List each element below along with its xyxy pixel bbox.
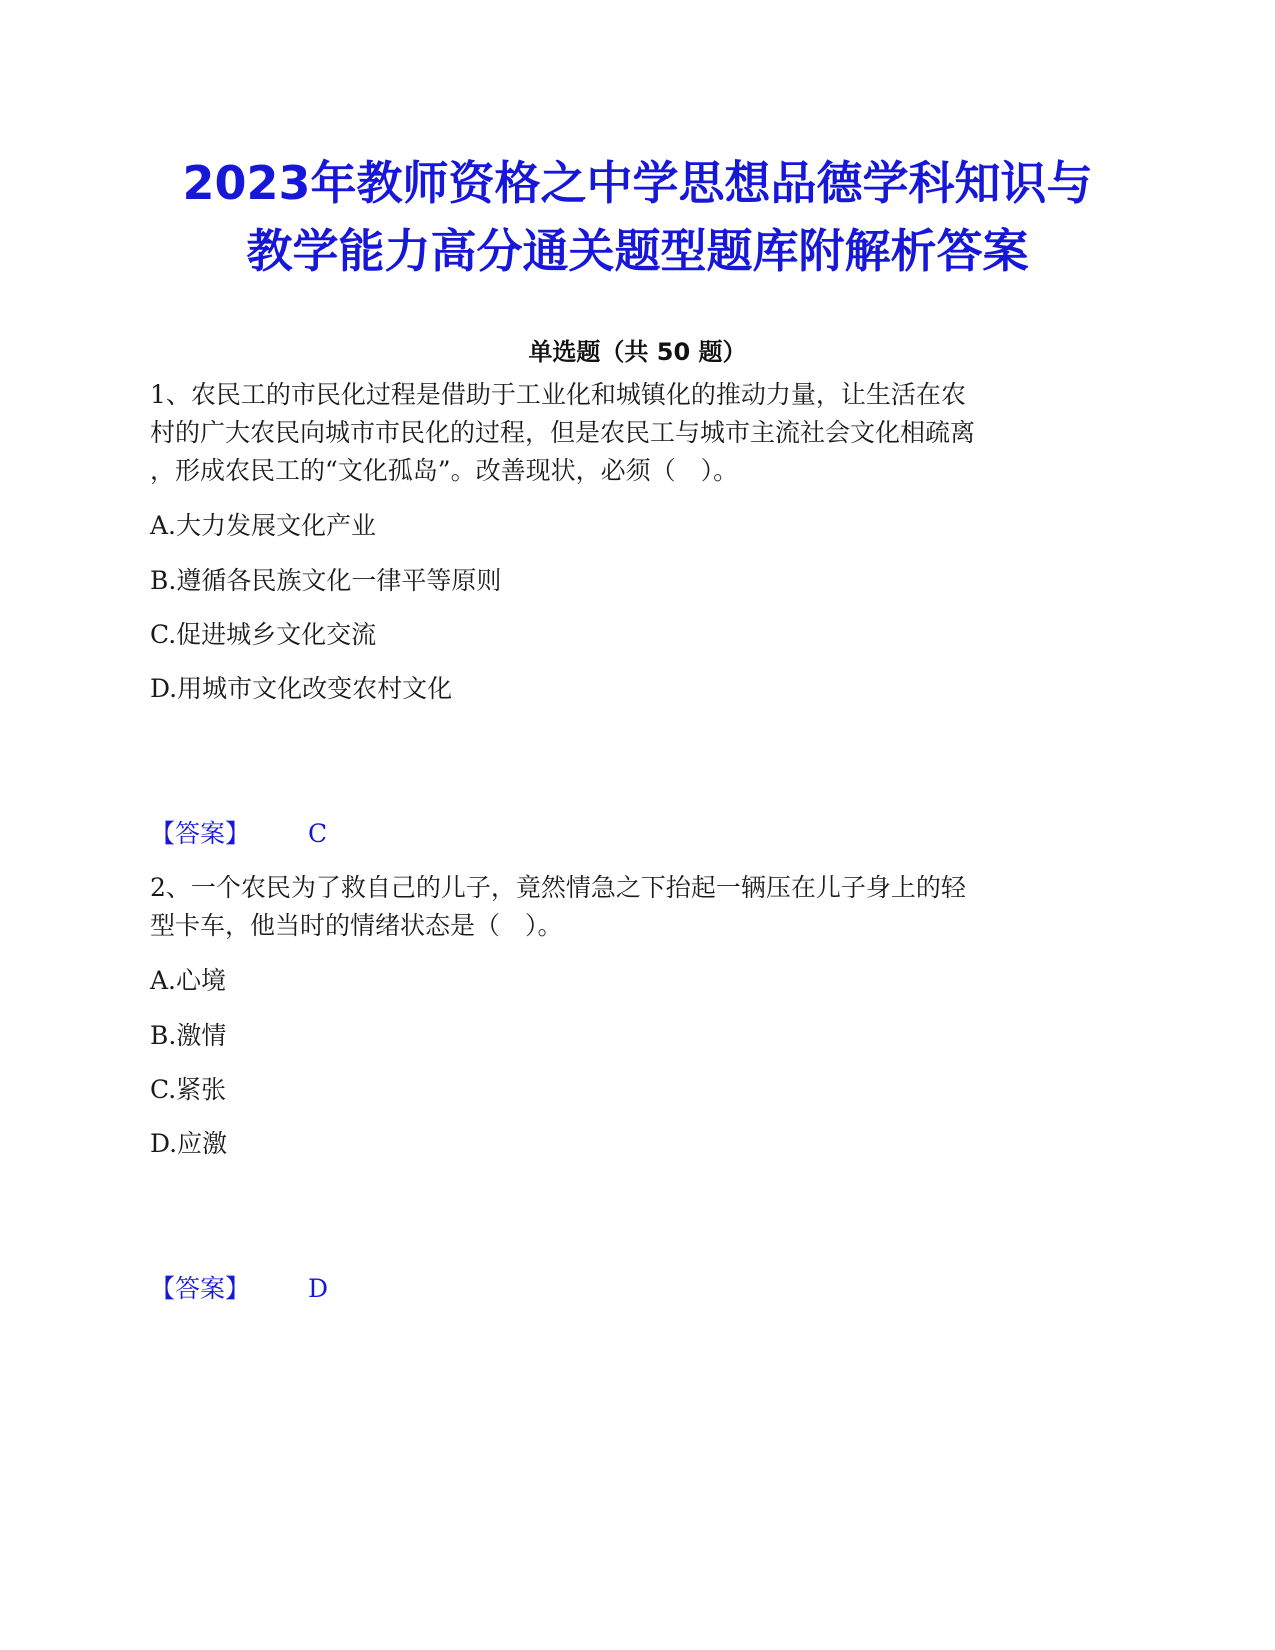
- question-1-text-line-2: 村的广大农民向城市市民化的过程，但是农民工与城市主流社会文化相疏离: [150, 418, 976, 447]
- question-2-option-b: B.激情: [150, 1021, 227, 1050]
- question-2-text-line-1: 2、一个农民为了救自己的儿子，竟然情急之下抬起一辆压在儿子身上的轻: [150, 873, 966, 902]
- question-1-option-d: D.用城市文化改变农村文化: [150, 674, 453, 703]
- question-1-answer: [150, 814, 327, 854]
- section-header: 单选题（共 50 题）: [528, 338, 747, 366]
- question-2-answer: [150, 1269, 328, 1309]
- question-2-option-c: C.紧张: [150, 1075, 227, 1104]
- question-2-option-a: A.心境: [150, 966, 227, 995]
- question-1-text-line-3: ，形成农民工的“文化孤岛”。改善现状，必须（ ）。: [150, 456, 739, 485]
- document-title-line-1: 2023年教师资格之中学思想品德学科知识与: [182, 156, 1093, 210]
- question-1-option-b: B.遵循各民族文化一律平等原则: [150, 566, 502, 595]
- answer-label: 【答案】: [150, 819, 251, 848]
- question-1-option-c: C.促进城乡文化交流: [150, 620, 377, 649]
- document-title-line-2: 教学能力高分通关题型题库附解析答案: [246, 224, 1029, 278]
- answer-label: 【答案】: [150, 1274, 251, 1303]
- question-1-text-line-1: 1、农民工的市民化过程是借助于工业化和城镇化的推动力量，让生活在农: [150, 380, 966, 409]
- answer-value: C: [307, 819, 328, 848]
- question-1-option-a: A.大力发展文化产业: [150, 511, 377, 540]
- question-2-text-line-2: 型卡车，他当时的情绪状态是（ ）。: [150, 911, 563, 940]
- answer-value: D: [307, 1274, 329, 1303]
- question-2-option-d: D.应激: [150, 1129, 228, 1158]
